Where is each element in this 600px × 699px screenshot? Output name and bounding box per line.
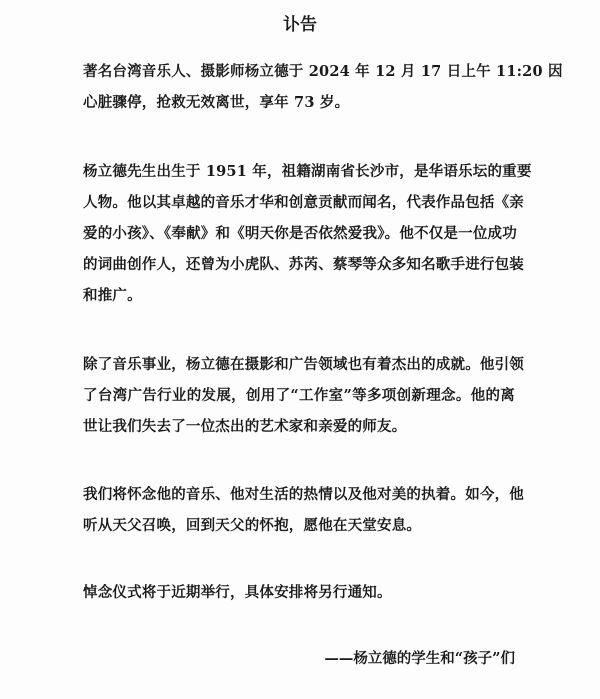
text-line: 杨立德先生出生于 1951 年，祖籍湖南省长沙市，是华语乐坛的重要 bbox=[83, 163, 532, 180]
text-line: 除了音乐事业，杨立德在摄影和广告领域也有着杰出的成就。他引领 bbox=[83, 356, 524, 373]
text-line: 人物。他以其卓越的音乐才华和创意贡献而闻名，代表作品包括《亲 bbox=[83, 194, 524, 211]
text-line: 了台湾广告行业的发展，创用了“工作室”等多项创新理念。他的离 bbox=[83, 387, 515, 404]
text-line: 著名台湾音乐人、摄影师杨立德于 2024 年 12 月 17 日上午 11:20 因 bbox=[83, 63, 563, 80]
text-line: 爱的小孩》、《奉献》和《明天你是否依然爱我》。他不仅是一位成功 bbox=[83, 225, 517, 242]
text-line: 和推广。 bbox=[83, 287, 142, 304]
text-line: 我们将怀念他的音乐、他对生活的热情以及他对美的执着。如今，他 bbox=[83, 486, 524, 503]
text-line: 心脏骤停，抢救无效离世，享年 73 岁。 bbox=[83, 94, 350, 111]
text-line: 悼念仪式将于近期举行，具体安排将另行通知。 bbox=[83, 584, 392, 601]
obituary-title: 讣告 bbox=[283, 15, 317, 35]
signature: ——杨立德的学生和“孩子”们 bbox=[324, 650, 515, 667]
text-line: 听从天父召唤，回到天父的怀抱，愿他在天堂安息。 bbox=[83, 517, 422, 534]
text-line: 世让我们失去了一位杰出的艺术家和亲爱的师友。 bbox=[83, 418, 407, 435]
text-line: 的词曲创作人，还曾为小虎队、苏芮、蔡琴等众多知名歌手进行包装 bbox=[83, 256, 524, 273]
